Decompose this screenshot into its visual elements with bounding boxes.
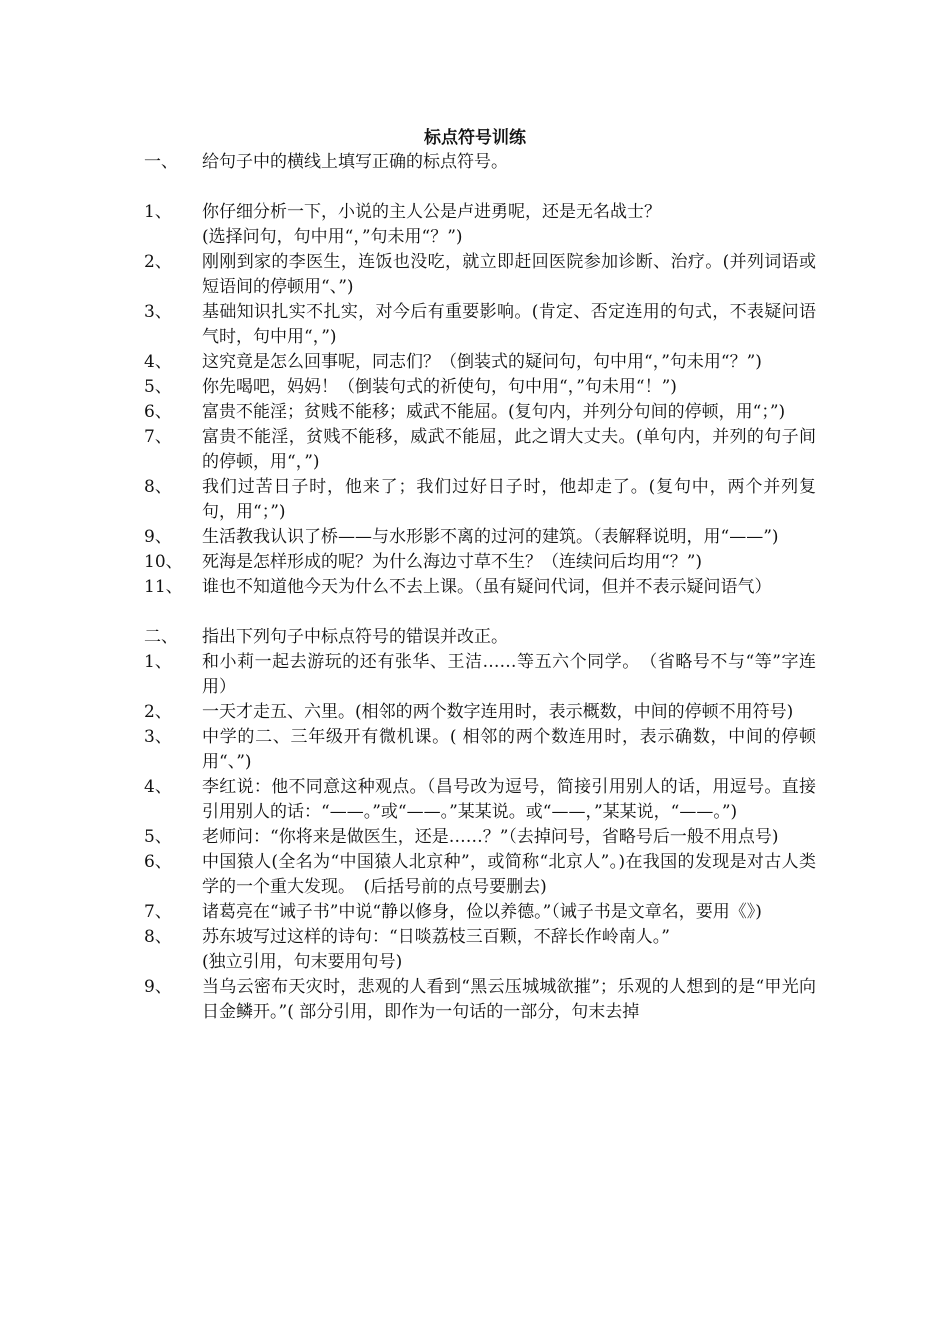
item-number: 9、 — [144, 977, 172, 997]
list-item — [144, 350, 816, 375]
item-number: 4、 — [144, 777, 172, 797]
item-note: (选择问句，句中用“，”句未用“？”) — [202, 227, 463, 247]
item-note: (独立引用，句末要用句号) — [202, 952, 403, 972]
item-number: 7、 — [144, 427, 172, 447]
item-number: 8、 — [144, 477, 172, 497]
item-number: 3、 — [144, 302, 172, 322]
item-number: 1、 — [144, 202, 172, 222]
list-item — [144, 925, 816, 975]
document-title: 标点符号训练 — [424, 128, 526, 148]
item-sentence: 你仔细分析一下，小说的主人公是卢进勇呢，还是无名战士？ — [202, 202, 661, 222]
item-text: 基础知识扎实不扎实，对今后有重要影响。(肯定、否定连用的句式，不表疑问语气时，句中用“，”) — [202, 302, 816, 347]
item-text: 一天才走五、六里。(相邻的两个数字连用时，表示概数，中间的停顿不用符号) — [202, 702, 794, 722]
item-number: 3、 — [144, 727, 172, 747]
item-text: 富贵不能淫，贫贱不能移，威武不能屈，此之谓大丈夫。(单句内，并列的句子间的停顿，用“，”) — [202, 427, 816, 472]
document-body — [144, 150, 816, 1025]
item-text: 我们过苦日子时，他来了；我们过好日子时，他却走了。(复句中，两个并列复句，用“；”) — [202, 477, 816, 522]
list-item — [144, 575, 816, 600]
item-number: 11、 — [144, 577, 183, 597]
list-item — [144, 725, 816, 775]
item-number: 4、 — [144, 352, 172, 372]
list-item — [144, 250, 816, 300]
section-heading-text: 给句子中的横线上填写正确的标点符号。 — [202, 152, 508, 172]
list-item — [144, 975, 816, 1025]
list-item — [144, 700, 816, 725]
list-item — [144, 850, 816, 900]
list-item — [144, 550, 816, 575]
list-item — [144, 400, 816, 425]
item-number: 6、 — [144, 852, 172, 872]
section-number: 一、 — [144, 152, 178, 172]
item-text: 刚刚到家的李医生，连饭也没吃，就立即赶回医院参加诊断、治疗。(并列词语或短语间的停顿用“、”) — [202, 252, 816, 297]
item-number: 10、 — [144, 552, 183, 572]
list-item — [144, 375, 816, 400]
item-number: 2、 — [144, 702, 172, 722]
item-text: 这究竟是怎么回事呢，同志们？（倒装式的疑问句，句中用“，”句未用“？”) — [202, 352, 762, 372]
spacer — [144, 600, 816, 625]
item-text: 死海是怎样形成的呢？为什么海边寸草不生？（连续问后均用“？”) — [202, 552, 703, 572]
item-text: 诸葛亮在“诫子书”中说“静以修身，俭以养德。”（诫子书是文章名，要用《》) — [202, 902, 762, 922]
item-number: 1、 — [144, 652, 172, 672]
list-item — [144, 425, 816, 475]
item-text: 中学的二、三年级开有微机课。( 相邻的两个数连用时，表示确数，中间的停顿用“、”) — [202, 727, 816, 772]
list-item — [144, 525, 816, 550]
item-number: 9、 — [144, 527, 172, 547]
section-heading-text: 指出下列句子中标点符号的错误并改正。 — [202, 627, 508, 647]
item-text: 中国猿人(全名为“中国猿人北京种”，或简称“北京人”。)在我国的发现是对古人类学的一个重大发现。 (后括号前的点号要删去) — [202, 852, 816, 897]
item-text: 老师问：“你将来是做医生，还是……？”（去掉问号，省略号后一般不用点号) — [202, 827, 779, 847]
item-text — [202, 925, 816, 975]
spacer — [144, 175, 816, 200]
section-number: 二、 — [144, 627, 178, 647]
item-text: 你先喝吧，妈妈！（倒装句式的祈使句，句中用“，”句未用“！”) — [202, 377, 677, 397]
item-number: 5、 — [144, 827, 172, 847]
list-item — [144, 775, 816, 825]
item-text: 生活教我认识了桥——与水形影不离的过河的建筑。（表解释说明，用“——”) — [202, 527, 779, 547]
item-number: 2、 — [144, 252, 172, 272]
item-text: 和小莉一起去游玩的还有张华、王洁……等五六个同学。 （省略号不与“等”字连用） — [202, 652, 816, 697]
item-text: 李红说：他不同意这种观点。（昌号改为逗号，简接引用别人的话，用逗号。直接引用别人的话：“——。”或“——。”某某说。或“——，”某某说，“——。”) — [202, 777, 816, 822]
list-item — [144, 475, 816, 525]
item-number: 6、 — [144, 402, 172, 422]
item-text — [202, 200, 816, 250]
list-item — [144, 900, 816, 925]
item-number: 5、 — [144, 377, 172, 397]
list-item — [144, 650, 816, 700]
item-text: 当乌云密布天灾时，悲观的人看到“黑云压城城欲摧”；乐观的人想到的是“甲光向日金鳞开。”( 部分引用，即作为一句话的一部分，句末去掉 — [202, 977, 816, 1022]
item-text: 谁也不知道他今天为什么不去上课。（虽有疑问代词，但并不表示疑问语气） — [202, 577, 772, 597]
list-item — [144, 200, 816, 250]
item-number: 7、 — [144, 902, 172, 922]
item-number: 8、 — [144, 927, 172, 947]
list-item — [144, 300, 816, 350]
list-item — [144, 825, 816, 850]
item-sentence: 苏东坡写过这样的诗句：“日啖荔枝三百颗，不辞长作岭南人。” — [202, 927, 670, 947]
section-1-heading — [144, 150, 816, 175]
section-2-heading — [144, 625, 816, 650]
item-text: 富贵不能淫；贫贱不能移；威武不能屈。(复句内，并列分句间的停顿，用“；”) — [202, 402, 786, 422]
